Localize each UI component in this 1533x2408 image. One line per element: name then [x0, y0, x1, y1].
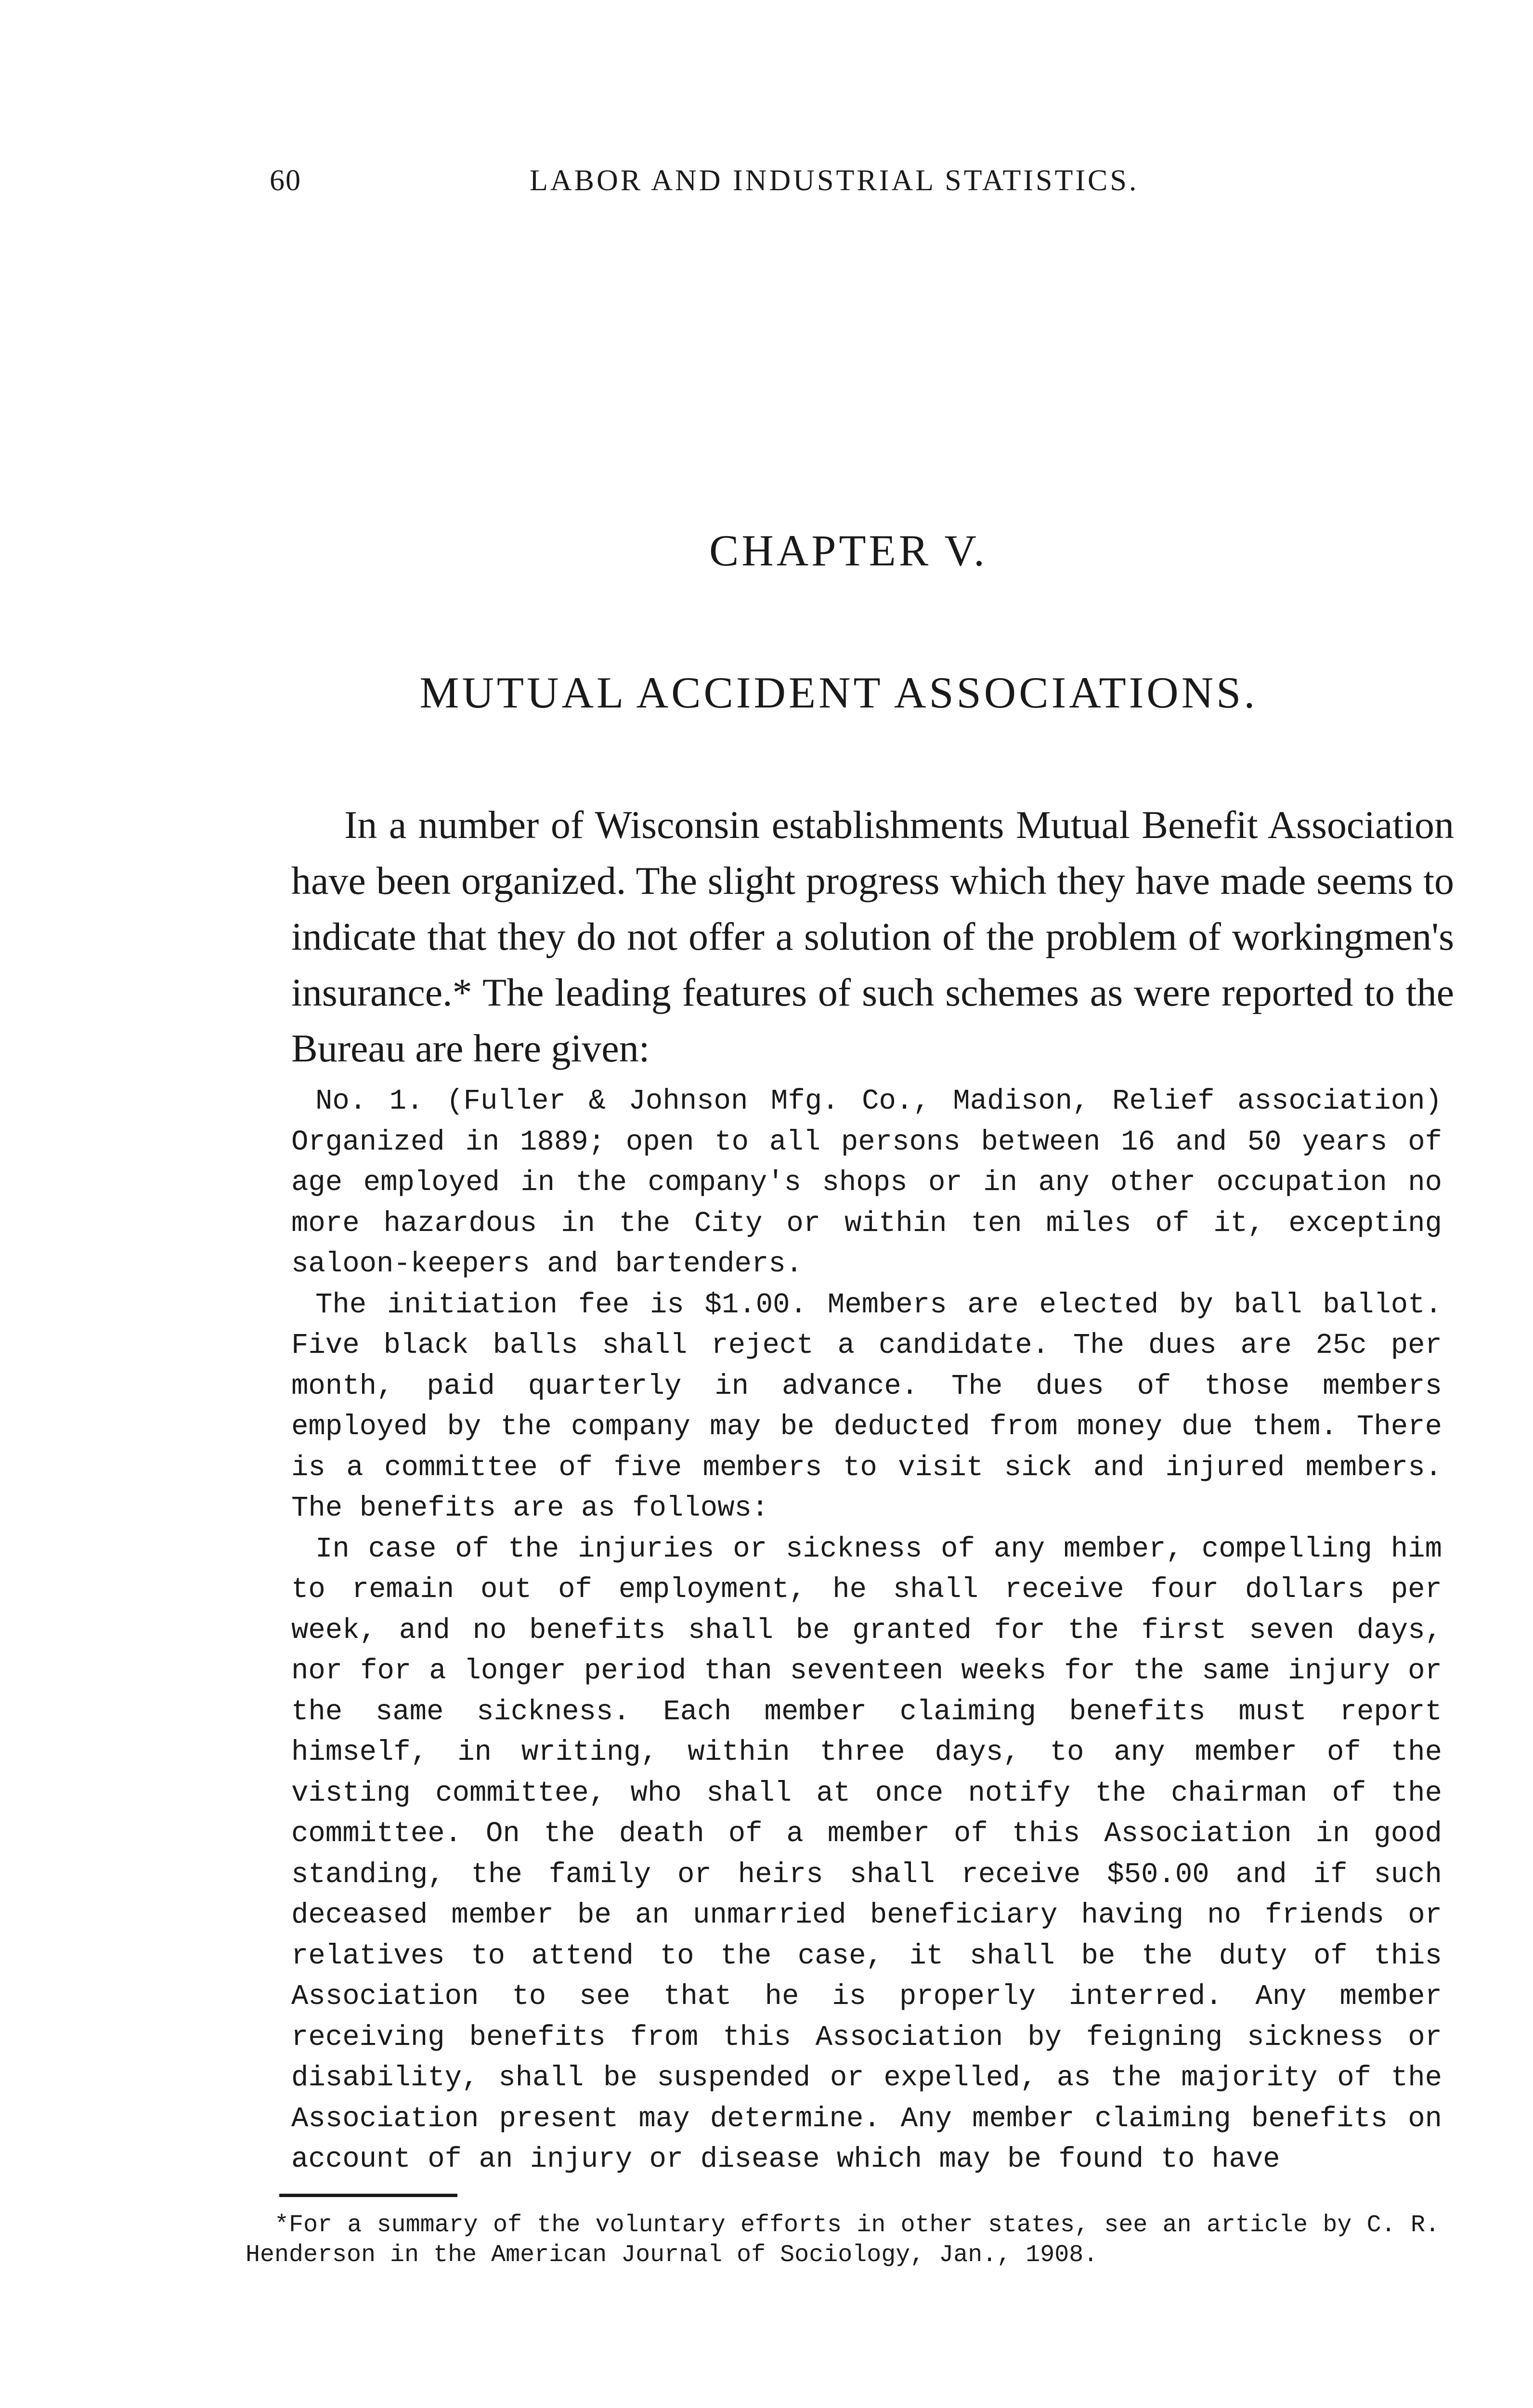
- intro-text: In a number of Wisconsin establishments Mutual Benefit Association have been organized. The slight progress which they have made seems to indicate that they do not offer a solution of the problem of workingmen's insurance.* The leading features of such schemes as were reported to the Bureau are here given:: [291, 803, 1454, 1070]
- page-header: [270, 164, 1493, 217]
- body-paragraph-2: The initiation fee is $1.00. Members are elected by ball ballot. Five black balls shall reject a candidate. The dues are 25c per month, paid quarterly in advance. The dues of those members employed by the company may be deducted from money due them. There is a committee of five members to visit sick and injured members. The benefits are as follows:: [291, 1288, 1442, 1524]
- page-number: 60: [270, 164, 301, 197]
- footnote: [246, 2211, 1440, 2270]
- body-paragraph-3: In case of the injuries or sickness of any member, compelling him to remain out of employment, he shall receive four dollars per week, and no benefits shall be granted for the first seven days, nor for a longer period than seventeen weeks for the same injury or the same sickness. Each member claiming benefits must report himself, in writing, within three days, to any member of the visting committee, who shall at once notify the chairman of the committee. On the death of a member of this Association in good standing, the family or heirs shall receive $50.00 and if such deceased member be an unmarried beneficiary having no friends or relatives to attend to the case, it shall be the duty of this Association to see that he is properly interred. Any member receiving benefits from this Association by feigning sickness or disability, shall be suspended or expelled, as the majority of the Association present may determine. Any member claiming benefits on account of an injury or disease which may be found to have: [291, 1532, 1442, 2175]
- body-text: [291, 1081, 1442, 2180]
- intro-paragraph: [291, 797, 1454, 1076]
- footnote-rule: [279, 2194, 457, 2197]
- footnote-text: For a summary of the voluntary efforts in other states, see an article by C. R. Henderson in the American Journal of Sociology, Jan., 1908.: [246, 2212, 1440, 2269]
- running-head: LABOR AND INDUSTRIAL STATISTICS.: [530, 164, 1139, 197]
- chapter-number: CHAPTER V.: [709, 526, 988, 575]
- body-paragraph-1: No. 1. (Fuller & Johnson Mfg. Co., Madison, Relief association) Organized in 1889; open to all persons between 16 and 50 years of age employed in the company's shops or in any other occupation no more hazardous in the City or within ten miles of it, excepting saloon-keepers and bartenders.: [291, 1085, 1442, 1280]
- footnote-marker: *: [274, 2212, 289, 2239]
- chapter-title: MUTUAL ACCIDENT ASSOCIATIONS.: [419, 668, 1258, 717]
